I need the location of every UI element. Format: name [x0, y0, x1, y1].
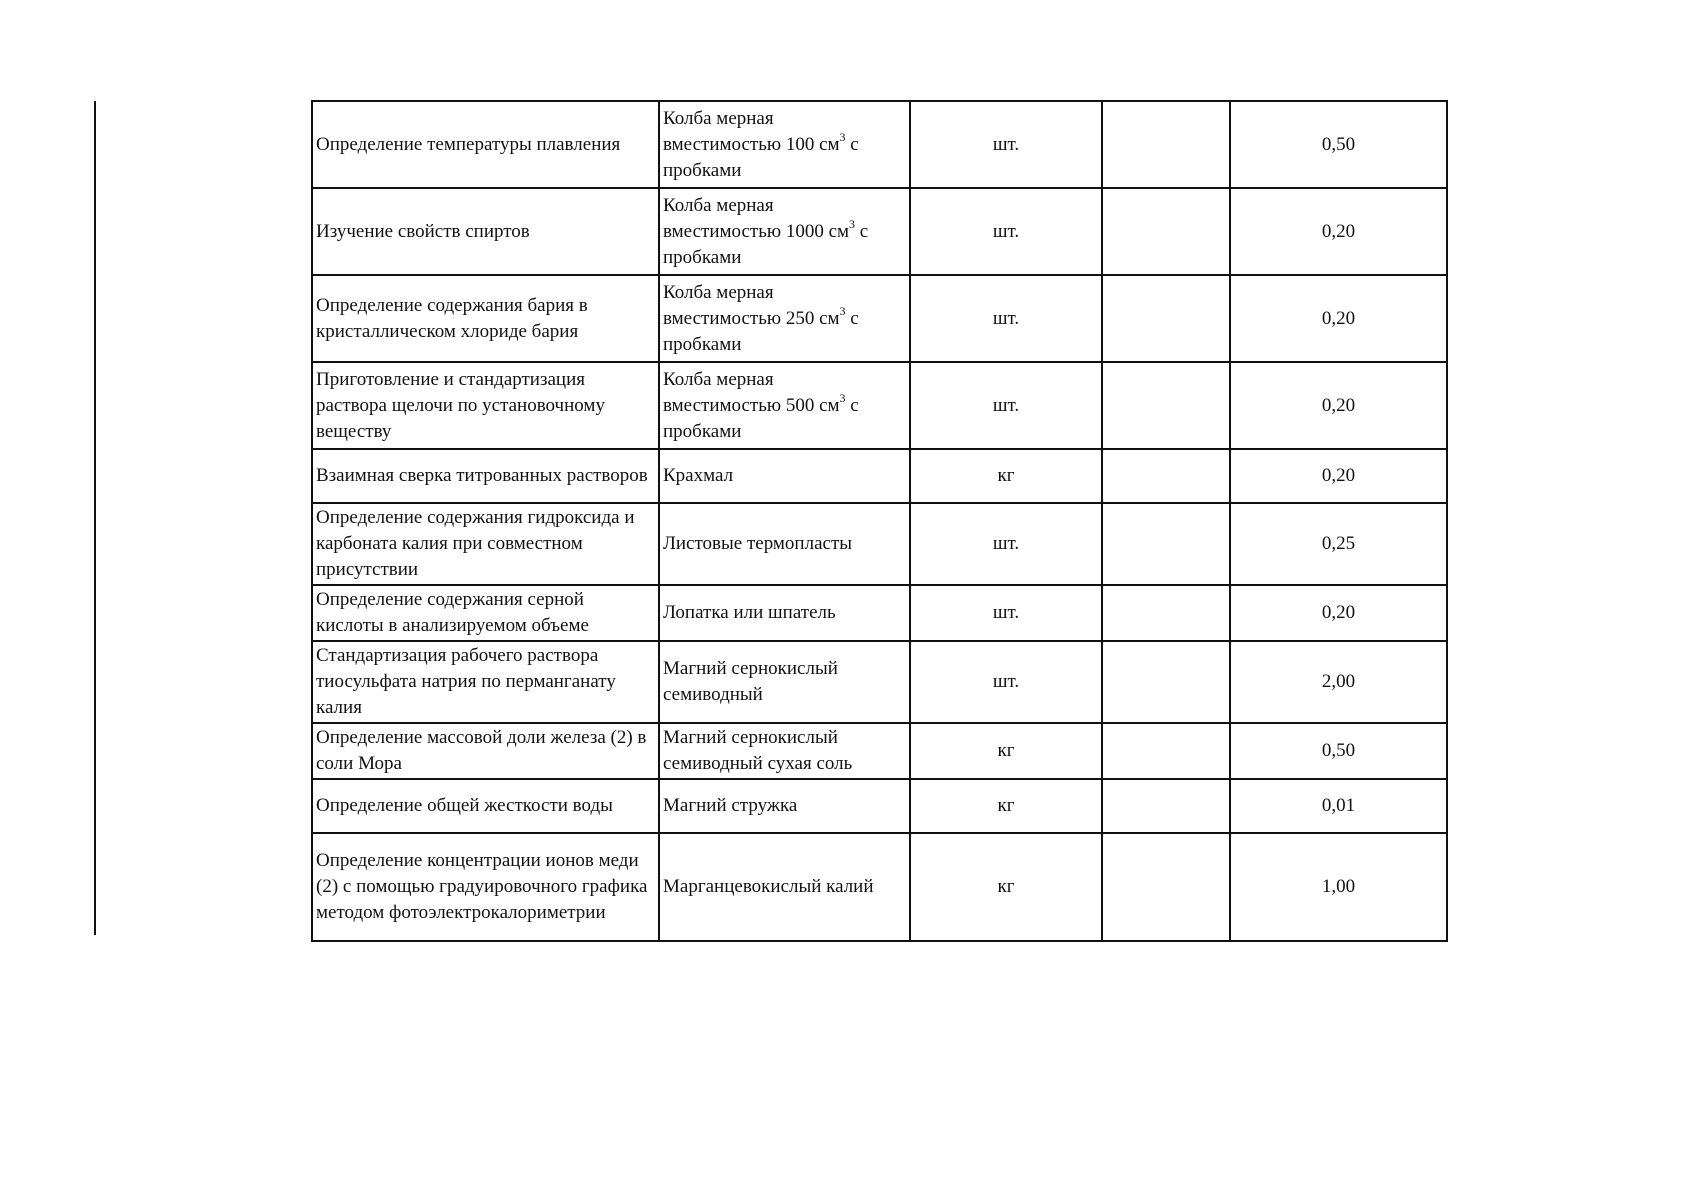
operation-cell: Изучение свойств спиртов — [312, 188, 659, 275]
table-row — [312, 503, 1447, 585]
amount-cell: 0,01 — [1230, 779, 1447, 833]
amount-cell: 1,00 — [1230, 833, 1447, 941]
table-row — [312, 585, 1447, 641]
capacity-text: вместимостью 1000 см — [663, 220, 850, 242]
operation-cell: Определение температуры плавления — [312, 101, 659, 188]
amount-cell: 0,20 — [1230, 449, 1447, 503]
unit-cell: шт. — [910, 188, 1102, 275]
amount-cell: 2,00 — [1230, 641, 1447, 723]
empty-cell — [1102, 275, 1230, 362]
table-row — [312, 833, 1447, 941]
cubic-superscript: 3 — [839, 390, 846, 405]
with-text: с — [855, 220, 869, 242]
with-text: с — [845, 307, 859, 329]
material-cell: Крахмал — [659, 449, 910, 503]
operation-cell: Определение содержания серной кислоты в анализируемом объеме — [312, 585, 659, 641]
material-cell — [659, 275, 910, 362]
material-line-1: Колба мерная — [663, 107, 774, 129]
empty-cell — [1102, 779, 1230, 833]
material-line-1: Колба мерная — [663, 194, 774, 216]
capacity-text: вместимостью 500 см — [663, 394, 840, 416]
material-line-3: пробками — [663, 246, 742, 268]
material-cell: Лопатка или шпатель — [659, 585, 910, 641]
cubic-superscript: 3 — [839, 303, 846, 318]
material-cell: Листовые термопласты — [659, 503, 910, 585]
amount-cell: 0,50 — [1230, 723, 1447, 779]
unit-cell: шт. — [910, 641, 1102, 723]
table-row — [312, 723, 1447, 779]
empty-cell — [1102, 641, 1230, 723]
unit-cell: кг — [910, 779, 1102, 833]
material-cell — [659, 101, 910, 188]
material-cell: Магний сернокислый семиводный — [659, 641, 910, 723]
operation-cell: Взаимная сверка титрованных растворов — [312, 449, 659, 503]
unit-cell: шт. — [910, 275, 1102, 362]
cubic-superscript: 3 — [849, 216, 856, 231]
unit-cell: шт. — [910, 101, 1102, 188]
materials-table — [311, 100, 1448, 942]
table-row — [312, 275, 1447, 362]
operation-cell: Приготовление и стандартизация раствора щелочи по установочному веществу — [312, 362, 659, 449]
material-line-1: Колба мерная — [663, 368, 774, 390]
table-row — [312, 188, 1447, 275]
empty-cell — [1102, 188, 1230, 275]
operation-cell: Определение концентрации ионов меди (2) с помощью градуировочного графика методом фотоэлектрокалориметрии — [312, 833, 659, 941]
amount-cell: 0,20 — [1230, 275, 1447, 362]
material-cell — [659, 188, 910, 275]
empty-cell — [1102, 833, 1230, 941]
material-cell: Магний сернокислый семиводный сухая соль — [659, 723, 910, 779]
unit-cell: кг — [910, 833, 1102, 941]
table-row — [312, 641, 1447, 723]
empty-cell — [1102, 585, 1230, 641]
empty-cell — [1102, 101, 1230, 188]
empty-cell — [1102, 723, 1230, 779]
material-cell — [659, 362, 910, 449]
table-row — [312, 779, 1447, 833]
operation-cell: Определение общей жесткости воды — [312, 779, 659, 833]
table-row — [312, 449, 1447, 503]
operation-cell: Определение содержания гидроксида и карбоната калия при совместном присутствии — [312, 503, 659, 585]
capacity-text: вместимостью 250 см — [663, 307, 840, 329]
empty-cell — [1102, 503, 1230, 585]
with-text: с — [845, 394, 859, 416]
material-cell: Марганцевокислый калий — [659, 833, 910, 941]
cubic-superscript: 3 — [839, 129, 846, 144]
unit-cell: кг — [910, 449, 1102, 503]
page-margin-line — [94, 101, 96, 935]
material-line-2 — [663, 216, 906, 245]
operation-cell: Определение массовой доли железа (2) в соли Мора — [312, 723, 659, 779]
amount-cell: 0,20 — [1230, 362, 1447, 449]
unit-cell: шт. — [910, 585, 1102, 641]
amount-cell: 0,20 — [1230, 585, 1447, 641]
table-row — [312, 362, 1447, 449]
table-row — [312, 101, 1447, 188]
amount-cell: 0,20 — [1230, 188, 1447, 275]
amount-cell: 0,50 — [1230, 101, 1447, 188]
material-line-3: пробками — [663, 159, 742, 181]
material-line-2 — [663, 390, 906, 419]
unit-cell: шт. — [910, 503, 1102, 585]
unit-cell: кг — [910, 723, 1102, 779]
material-line-1: Колба мерная — [663, 281, 774, 303]
material-line-2 — [663, 303, 906, 332]
operation-cell: Определение содержания бария в кристаллическом хлориде бария — [312, 275, 659, 362]
capacity-text: вместимостью 100 см — [663, 133, 840, 155]
with-text: с — [845, 133, 859, 155]
material-line-3: пробками — [663, 333, 742, 355]
material-cell: Магний стружка — [659, 779, 910, 833]
operation-cell: Стандартизация рабочего раствора тиосульфата натрия по перманганату калия — [312, 641, 659, 723]
empty-cell — [1102, 449, 1230, 503]
empty-cell — [1102, 362, 1230, 449]
amount-cell: 0,25 — [1230, 503, 1447, 585]
unit-cell: шт. — [910, 362, 1102, 449]
material-line-3: пробками — [663, 420, 742, 442]
material-line-2 — [663, 129, 906, 158]
